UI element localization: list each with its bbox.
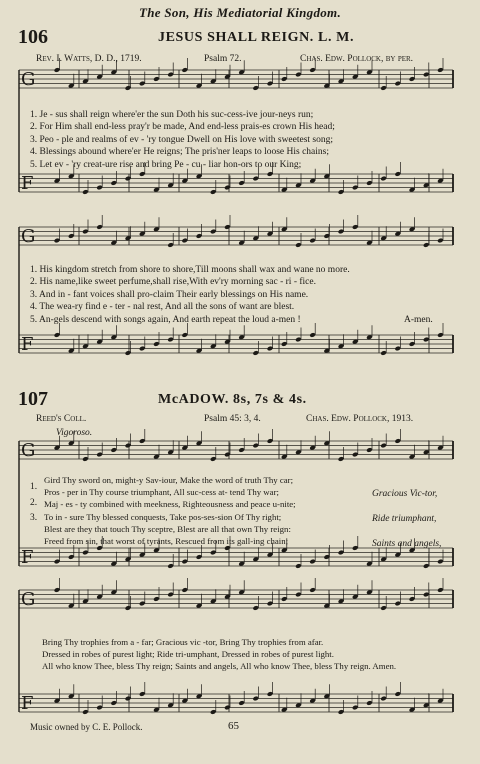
verse-line: 2. For Him shall end-less pray'r be made, And end-less prais-es crown His head;	[30, 122, 335, 133]
refrain-text: Ride triumphant,	[372, 514, 437, 524]
verse-line: 1. His kingdom stretch from shore to shore,Till moons shall wax and wane no more.	[30, 265, 350, 275]
verse-block-106a	[30, 109, 335, 171]
verse-numbers-107	[30, 480, 37, 527]
svg-text:F: F	[21, 547, 34, 568]
hymn-title-107: McADOW. 8s, 7s & 4s.	[158, 392, 307, 407]
words-credit-107: Reed's Coll.	[36, 414, 87, 424]
footer-note: Music owned by C. E. Pollock.	[30, 722, 143, 732]
staff	[19, 578, 453, 611]
svg-text:G: G	[21, 69, 36, 90]
closing-line: Bring Thy trophies from a - far; Gracious vic -tor, Bring Thy trophies from afar.	[42, 637, 324, 647]
verse-block-106b	[30, 264, 350, 326]
verse-number: 2.	[30, 497, 38, 508]
verse-line: Freed from sin, that worst of tyrants, Rescued from its gall-ing chain;	[44, 536, 289, 547]
svg-text:F: F	[21, 173, 34, 194]
amen-106: A-men.	[404, 314, 433, 325]
verse-line: 3. Peo - ple and realms of ev - 'ry tongue Dwell on His love with sweetest song;	[30, 134, 334, 145]
verse-block-107	[44, 474, 296, 547]
verse-number: 1.	[30, 482, 38, 492]
verse-line: Blest are they that touch Thy sceptre, Blest are all that own Thy reign:	[44, 523, 291, 534]
svg-text:G: G	[21, 226, 36, 247]
verse-line: 5. Let ev - 'ry creat-ure rise and bring Pe - cu - liar hon-ors to our King;	[30, 159, 302, 170]
closing-line: All who know Thee, bless Thy reign; Saints and angels, All who know Thee, bless Thy reign. Amen.	[42, 661, 397, 672]
running-head: The Son, His Mediatorial Kingdom.	[138, 5, 342, 20]
verse-line: 4. Blessings abound where'er He reigns; The pris'ner leaps to loose His chains;	[30, 147, 330, 158]
scripture-106: Psalm 72.	[204, 54, 242, 64]
staff	[19, 215, 453, 248]
svg-text:F: F	[21, 693, 34, 714]
refrain-text: Saints and angels,	[372, 539, 442, 549]
verse-line: 2. His name,like sweet perfume,shall rise,With ev'ry morning sac - ri - fice.	[30, 277, 316, 288]
verse-line: 4. The wea-ry find e - ter - nal rest, And all the sons of want are blest.	[30, 302, 295, 313]
words-credit-106: Rev. I. Watts, D. D., 1719.	[36, 54, 142, 64]
verse-line: Pros - per in Thy course triumphant, All suc-cess at- tend Thy war;	[44, 487, 279, 498]
scripture-107: Psalm 45: 3, 4.	[204, 414, 261, 424]
verse-line: Gird Thy sword on, might-y Sav-iour, Make the word of truth Thy car;	[44, 475, 294, 485]
verse-line: 3. And in - fant voices shall pro-claim Their early blessings on His name.	[30, 289, 309, 300]
verse-line: 1. Je - sus shall reign where'er the sun Doth his suc-cess-ive jour-neys run;	[30, 110, 314, 120]
page-number: 65	[228, 720, 239, 732]
verse-line: 5. An-gels descend with songs again, And earth repeat the loud a-men !	[30, 314, 301, 325]
svg-text:F: F	[21, 334, 34, 355]
hymn-title-106: JESUS SHALL REIGN. L. M.	[158, 30, 355, 45]
svg-text:G: G	[21, 589, 36, 610]
music-credit-106: Chas. Edw. Pollock, by per.	[300, 54, 414, 64]
svg-text:G: G	[21, 440, 36, 461]
refrain-block-107	[372, 482, 441, 557]
closing-block-107	[42, 636, 396, 673]
staff	[19, 323, 453, 356]
refrain-text: Gracious Vic-tor,	[372, 489, 438, 499]
music-credit-107: Chas. Edw. Pollock, 1913.	[306, 414, 414, 424]
verse-line: Maj - es - ty combined with meekness, Righteousness and peace u-nite;	[44, 499, 296, 510]
verse-line: To in - sure Thy blessed conquests, Take pos-ses-sion Of Thy right;	[44, 511, 282, 522]
staff	[19, 682, 453, 715]
closing-line: Dressed in robes of purest light; Ride tri-umphant, Dressed in robes of purest light.	[42, 649, 334, 660]
hymn-number-106: 106	[18, 26, 48, 48]
tempo-marking: Vigoroso.	[56, 428, 93, 438]
hymn-number-107: 107	[18, 388, 48, 410]
verse-number: 3.	[30, 513, 38, 523]
